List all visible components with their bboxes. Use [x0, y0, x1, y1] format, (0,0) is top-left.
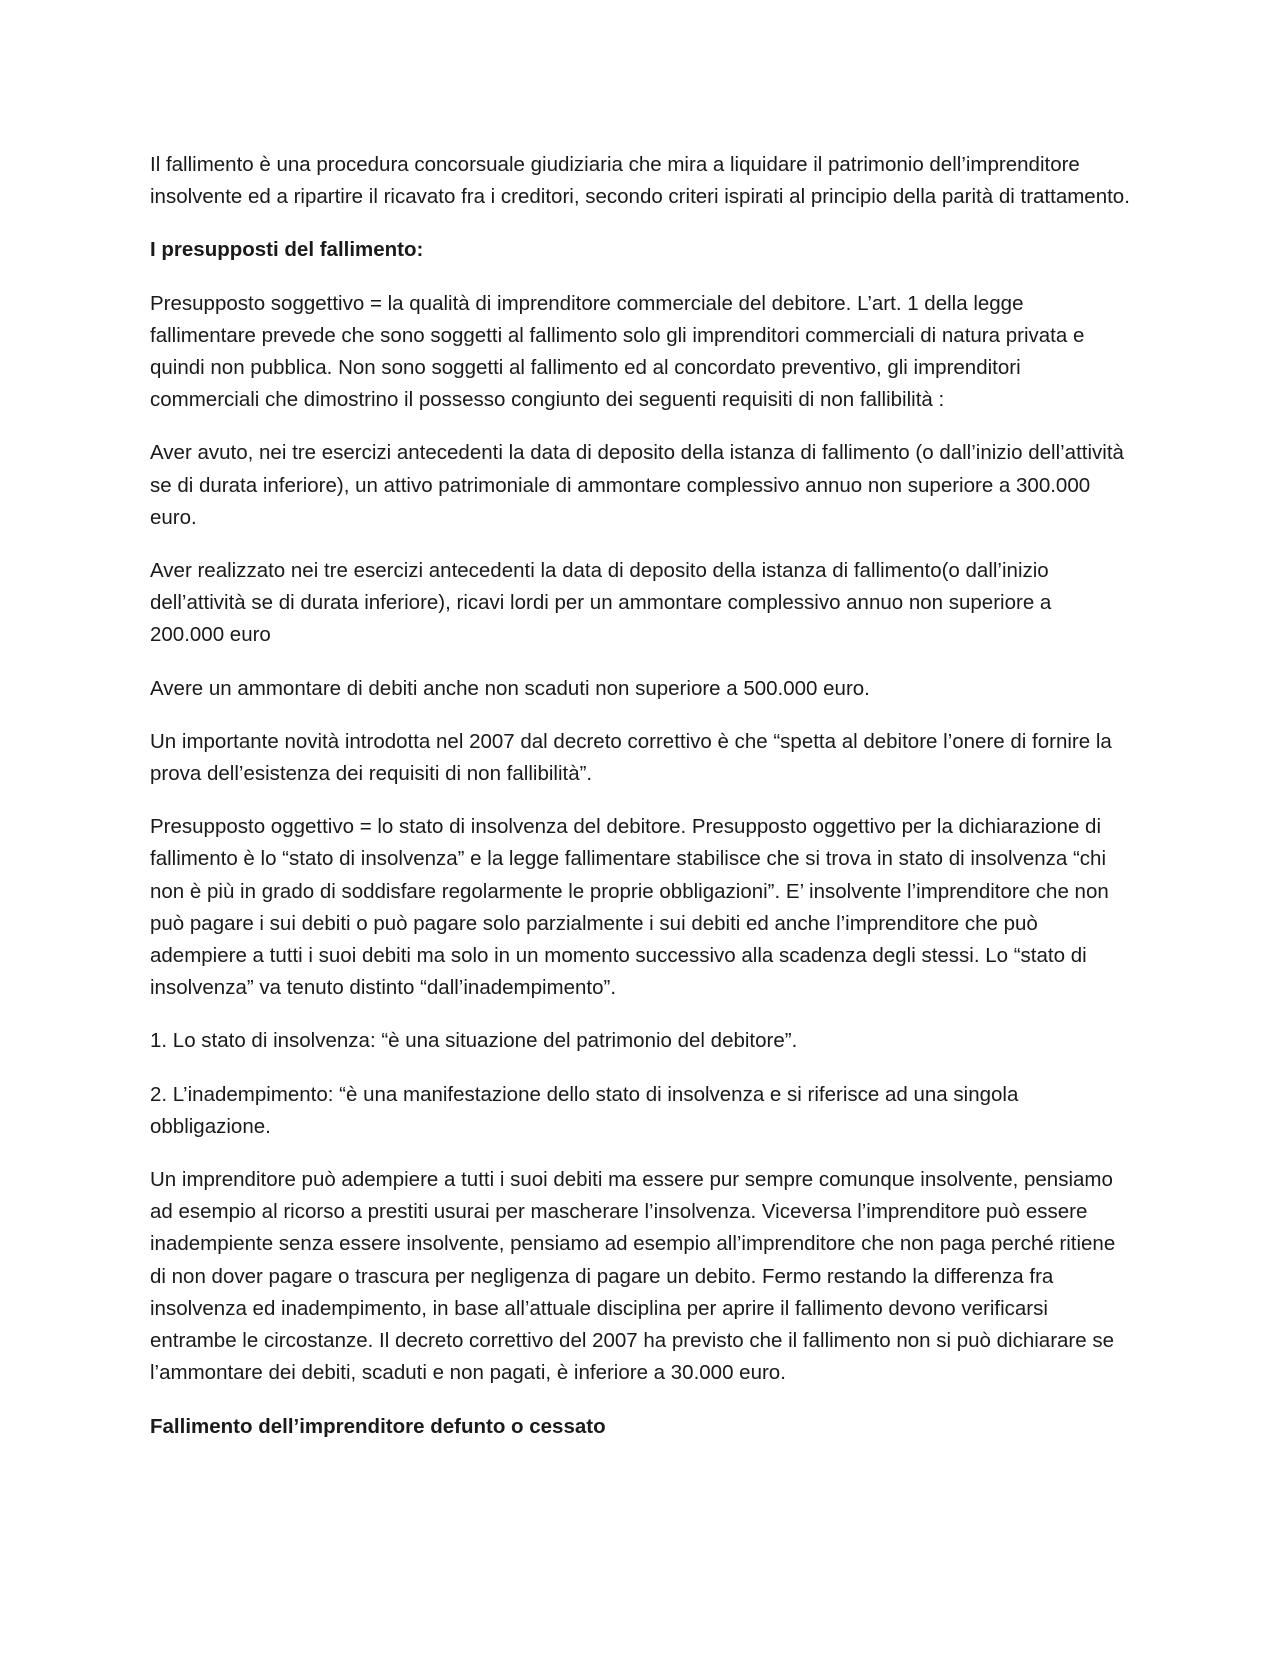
paragraph-presupposto-soggettivo: Presupposto soggettivo = la qualità di imprenditore commerciale del debitore. L’art. 1 della legge fallimentare prevede che sono soggetti al fallimento solo gli imprenditori commerciali di natura privata e quindi non pubblica. Non sono soggetti al fallimento ed al concordato preventivo, gli imprenditori commerciali che dimostrino il possesso congiunto dei seguenti requisiti di non fallibilità :: [150, 291, 1085, 412]
list-item-inadempimento: 2. L’inadempimento: “è una manifestazione dello stato di insolvenza e si riferisce ad una singola obbligazione.: [150, 1082, 1019, 1138]
paragraph-requisito-ricavi: Aver realizzato nei tre esercizi antecedenti la data di deposito della istanza di fallimento(o dall’inizio dell’attività se di durata inferiore), ricavi lordi per un ammontare complessivo annuo non superiore a 200.000 euro: [150, 559, 1052, 647]
intro-paragraph: Il fallimento è una procedura concorsuale giudiziaria che mira a liquidare il patrimonio dell’imprenditore insolvente ed a ripartire il ricavato fra i creditori, secondo criteri ispirati al principio della parità di trattamento.: [150, 153, 1130, 209]
document-body: [150, 149, 1130, 1464]
section-heading-presupposti: I presupposti del fallimento:: [150, 238, 424, 262]
paragraph-novita-2007: Un importante novità introdotta nel 2007 dal decreto correttivo è che “spetta al debitore l’onere di fornire la prova dell’esistenza dei requisiti di non fallibilità”.: [150, 729, 1112, 786]
list-item-stato-insolvenza: 1. Lo stato di insolvenza: “è una situazione del patrimonio del debitore”.: [150, 1029, 798, 1053]
paragraph-insolvenza-vs-inadempimento: Un imprenditore può adempiere a tutti i suoi debiti ma essere pur sempre comunque insolvente, pensiamo ad esempio al ricorso a prestiti usurai per mascherare l’insolvenza. Viceversa l’imprenditore può essere inadempiente senza essere insolvente, pensiamo ad esempio all’imprenditore che non paga perché ritiene di non dover pagare o trascura per negligenza di pagare un debito. Fermo restando la differenza fra insolvenza ed inadempimento, in base all’attuale disciplina per aprire il fallimento devono verificarsi entrambe le circostanze. Il decreto correttivo del 2007 ha previsto che il fallimento non si può dichiarare se l’ammontare dei debiti, scaduti e non pagati, è inferiore a 30.000 euro.: [150, 1168, 1116, 1385]
paragraph-presupposto-oggettivo: Presupposto oggettivo = lo stato di insolvenza del debitore. Presupposto oggettivo per la dichiarazione di fallimento è lo “stato di insolvenza” e la legge fallimentare stabilisce che si trova in stato di insolvenza “chi non è più in grado di soddisfare regolarmente le proprie obbligazioni”. E’ insolvente l’imprenditore che non può pagare i sui debiti o può pagare solo parzialmente i sui debiti ed anche l’imprenditore che può adempiere a tutti i suoi debiti ma solo in un momento successivo alla scadenza degli stessi. Lo “stato di insolvenza” va tenuto distinto “dall’inadempimento”.: [150, 815, 1109, 1000]
section-heading-imprenditore-defunto: Fallimento dell’imprenditore defunto o cessato: [150, 1414, 606, 1438]
paragraph-requisito-attivo: Aver avuto, nei tre esercizi antecedenti la data di deposito della istanza di fallimento (o dall’inizio dell’attività se di durata inferiore), un attivo patrimoniale di ammontare complessivo annuo non superiore a 300.000 euro.: [150, 441, 1124, 529]
paragraph-requisito-debiti: Avere un ammontare di debiti anche non scaduti non superiore a 500.000 euro.: [150, 676, 870, 700]
